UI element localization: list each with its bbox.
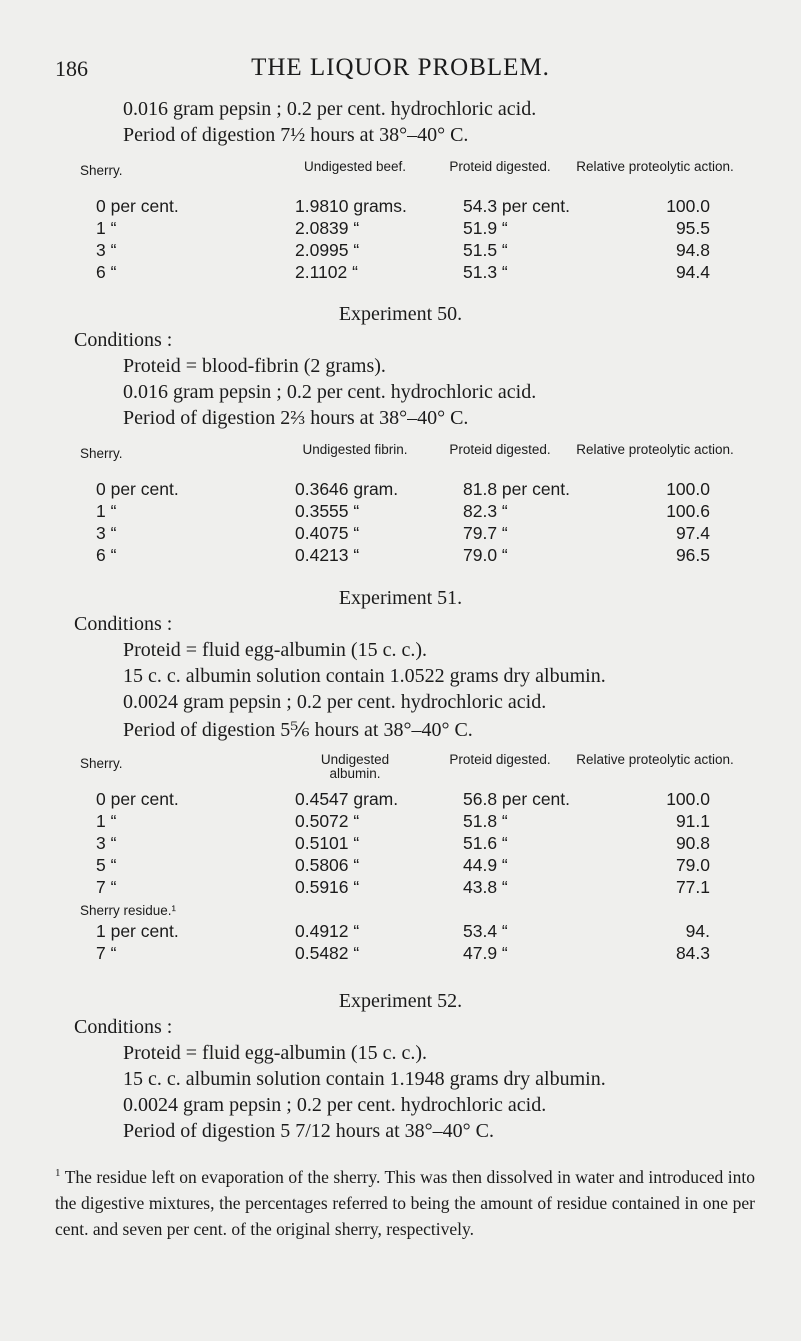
footnote [55, 1160, 755, 1242]
table-row [0, 877, 801, 899]
cell-relative: 94.8 [675, 240, 710, 260]
cell-sherry: 7 “ [96, 943, 117, 963]
cell-protein: 44.9 “ [463, 855, 508, 875]
cell-sherry: 6 “ [96, 262, 117, 282]
cell-undigested: 0.4075 “ [295, 523, 360, 543]
cell-relative: 100.0 [666, 789, 710, 809]
cell-sherry: 1 “ [96, 501, 117, 521]
cell-relative: 77.1 [675, 877, 710, 897]
text-line: 0.016 gram pepsin ; 0.2 per cent. hydrochloric acid. [123, 381, 537, 403]
cell-undigested: 0.3555 “ [295, 501, 360, 521]
text-line: Proteid = fluid egg-albumin (15 c. c.). [123, 639, 427, 661]
cell-undigested: 0.3646 gram. [295, 479, 399, 499]
experiment-heading: Experiment 51. [338, 587, 463, 609]
cell-sherry: 7 “ [96, 877, 117, 897]
table-row [0, 262, 801, 284]
footnote-text: The residue left on evaporation of the sherry. This was then dissolved in water and introduced into the digestive mixtures, the percentages referred to being the amount of residue contained in one per cent. and seven per cent. of the original sherry, respectively. [55, 1166, 755, 1239]
cell-sherry: 0 per cent. [96, 479, 179, 499]
footnote-marker: 1 [55, 1167, 61, 1179]
col-header-relative: Relative proteolytic action. [576, 159, 734, 174]
cell-relative: 96.5 [675, 545, 710, 565]
text-line: Proteid = blood-fibrin (2 grams). [123, 355, 386, 377]
text-line: 0.0024 gram pepsin ; 0.2 per cent. hydrochloric acid. [123, 1094, 547, 1116]
cell-protein: 79.0 “ [463, 545, 508, 565]
page-header [0, 52, 801, 82]
cell-protein: 53.4 “ [463, 921, 508, 941]
cell-sherry: 3 “ [96, 523, 117, 543]
cell-undigested: 0.4213 “ [295, 545, 360, 565]
cell-undigested: 0.5101 “ [295, 833, 360, 853]
cell-protein: 56.8 per cent. [463, 789, 571, 809]
text-line: 0.0024 gram pepsin ; 0.2 per cent. hydrochloric acid. [123, 691, 547, 713]
text-line: Period of digestion 7½ hours at 38°–40° C. [123, 124, 469, 146]
cell-undigested: 2.1102 “ [295, 262, 358, 282]
table-row [0, 855, 801, 877]
cell-protein: 54.3 per cent. [463, 196, 571, 216]
text-line: Period of digestion 2⅔ hours at 38°–40° C. [123, 407, 469, 429]
cell-undigested: 0.5916 “ [295, 877, 360, 897]
cell-undigested: 0.5072 “ [295, 811, 360, 831]
cell-relative: 79.0 [675, 855, 710, 875]
text-line: Period of digestion 5 7/12 hours at 38°–40° C. [123, 1120, 494, 1142]
cell-protein: 51.8 “ [463, 811, 508, 831]
table-row [0, 218, 801, 240]
table-row [0, 240, 801, 262]
cell-sherry: 3 “ [96, 240, 117, 260]
table-row [0, 921, 801, 943]
cell-sherry: 1 “ [96, 811, 117, 831]
table-row [0, 523, 801, 545]
cell-protein: 82.3 “ [463, 501, 508, 521]
experiment-heading: Experiment 52. [338, 990, 463, 1012]
col-header-sherry: Sherry. [80, 756, 123, 771]
cell-sherry: 0 per cent. [96, 789, 179, 809]
cell-undigested: 0.4547 gram. [295, 789, 399, 809]
table-row [0, 943, 801, 965]
cell-undigested: 0.5806 “ [295, 855, 360, 875]
cell-relative: 94. [685, 921, 710, 941]
cell-relative: 100.0 [666, 479, 710, 499]
col-header-protein: Proteid digested. [449, 752, 551, 767]
cell-relative: 97.4 [675, 523, 710, 543]
page-number: 186 [55, 56, 88, 81]
conditions-label: Conditions : [74, 613, 173, 635]
text-line: 15 c. c. albumin solution contain 1.1948 grams dry albumin. [123, 1068, 606, 1090]
table-row [0, 479, 801, 501]
col-header-sherry: Sherry. [80, 163, 123, 178]
cell-protein: 51.6 “ [463, 833, 508, 853]
cell-undigested: 1.9810 grams. [295, 196, 407, 216]
col-header-protein: Proteid digested. [449, 442, 551, 457]
cell-relative: 90.8 [675, 833, 710, 853]
residue-subheading: Sherry residue.¹ [80, 903, 177, 918]
conditions-label: Conditions : [74, 1016, 173, 1038]
table-row [0, 811, 801, 833]
table-row [0, 196, 801, 218]
table-row [0, 545, 801, 567]
cell-sherry: 6 “ [96, 545, 117, 565]
cell-protein: 51.9 “ [463, 218, 508, 238]
cell-relative: 84.3 [675, 943, 710, 963]
cell-protein: 79.7 “ [463, 523, 508, 543]
col-header-protein: Proteid digested. [449, 159, 551, 174]
cell-relative: 100.0 [666, 196, 710, 216]
cell-relative: 94.4 [675, 262, 710, 282]
cell-relative: 91.1 [675, 811, 710, 831]
text-line: Period of digestion 5⅚ hours at 38°–40° C. [123, 719, 473, 741]
table-row [0, 789, 801, 811]
cell-sherry: 0 per cent. [96, 196, 179, 216]
cell-relative: 100.6 [666, 501, 710, 521]
col-header-undigested: Undigested albumin. [320, 752, 390, 781]
cell-relative: 95.5 [675, 218, 710, 238]
text-line: 15 c. c. albumin solution contain 1.0522 grams dry albumin. [123, 665, 606, 687]
conditions-label: Conditions : [74, 329, 173, 351]
text-line: Proteid = fluid egg-albumin (15 c. c.). [123, 1042, 427, 1064]
cell-sherry: 5 “ [96, 855, 117, 875]
cell-sherry: 1 “ [96, 218, 117, 238]
cell-undigested: 2.0839 “ [295, 218, 360, 238]
cell-undigested: 0.5482 “ [295, 943, 360, 963]
col-header-sherry: Sherry. [80, 446, 123, 461]
cell-protein: 81.8 per cent. [463, 479, 571, 499]
text-line: 0.016 gram pepsin ; 0.2 per cent. hydrochloric acid. [123, 98, 537, 120]
experiment-heading: Experiment 50. [338, 303, 463, 325]
col-header-relative: Relative proteolytic action. [576, 752, 734, 767]
table-row [0, 833, 801, 855]
cell-undigested: 0.4912 “ [295, 921, 360, 941]
cell-undigested: 2.0995 “ [295, 240, 360, 260]
col-header-undigested: Undigested beef. [303, 159, 407, 174]
cell-protein: 47.9 “ [463, 943, 508, 963]
cell-protein: 51.5 “ [463, 240, 508, 260]
cell-protein: 43.8 “ [463, 877, 508, 897]
running-title: THE LIQUOR PROBLEM. [251, 54, 550, 81]
col-header-undigested: Undigested fibrin. [302, 442, 408, 457]
table-row [0, 501, 801, 523]
col-header-relative: Relative proteolytic action. [576, 442, 734, 457]
cell-sherry: 3 “ [96, 833, 117, 853]
cell-protein: 51.3 “ [463, 262, 508, 282]
cell-sherry: 1 per cent. [96, 921, 179, 941]
